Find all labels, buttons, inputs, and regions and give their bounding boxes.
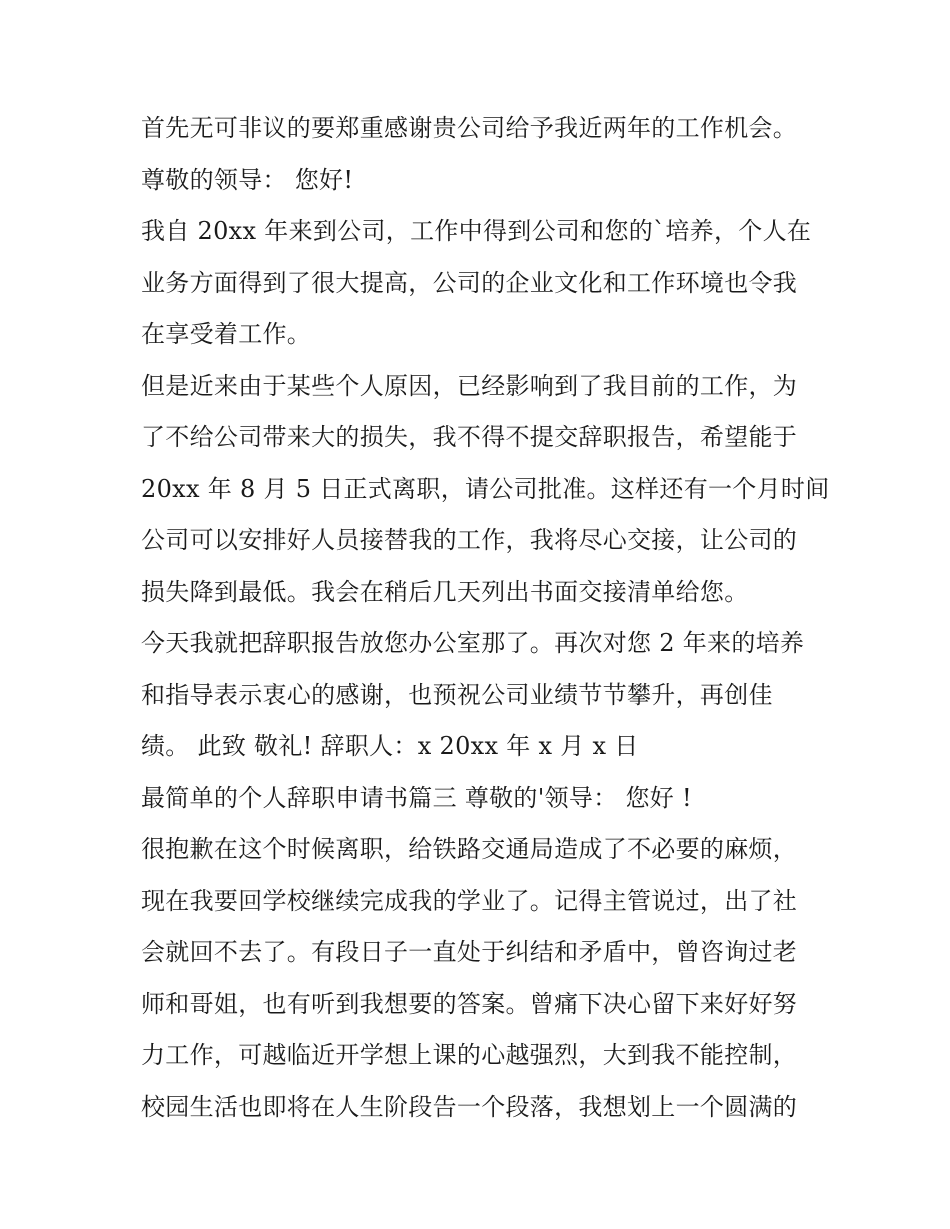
text-line: 会就回不去了。有段日子一直处于纠结和矛盾中，曾咨询过老 — [141, 938, 798, 966]
text-line: 今天我就把辞职报告放您办公室那了。再次对您 2 年来的培养 — [141, 629, 805, 657]
text-line: 我自 20xx 年来到公司，工作中得到公司和您的`培养，个人在 — [141, 217, 812, 245]
document-body — [141, 103, 830, 1133]
text-line: 很抱歉在这个时候离职，给铁路交通局造成了不必要的麻烦， — [141, 835, 798, 863]
text-line: 在享受着工作。 — [141, 320, 312, 348]
text-line: 首先无可非议的要郑重感谢贵公司给予我近两年的工作机会。 — [141, 114, 798, 142]
text-line: 但是近来由于某些个人原因，已经影响到了我目前的工作，为 — [141, 371, 798, 400]
text-line: 现在我要回学校继续完成我的学业了。记得主管说过，出了社 — [141, 886, 798, 915]
text-line: 尊敬的领导： 您好! — [141, 165, 354, 194]
text-line: 最简单的个人辞职申请书篇三 尊敬的'领导： 您好 ! — [141, 783, 692, 812]
text-line: 力工作，可越临近开学想上课的心越强烈，大到我不能控制， — [141, 1041, 798, 1069]
text-line: 损失降到最低。我会在稍后几天列出书面交接清单给您。 — [141, 577, 749, 606]
text-line: 20xx 年 8 月 5 日正式离职，请公司批准。这样还有一个月时间 — [141, 474, 830, 503]
text-line: 师和哥姐，也有听到我想要的答案。曾痛下决心留下来好好努 — [141, 989, 798, 1018]
text-line: 和指导表示衷心的感谢，也预祝公司业绩节节攀升，再创佳 — [141, 680, 773, 709]
text-line: 校园生活也即将在人生阶段告一个段落，我想划上一个圆满的 — [141, 1092, 798, 1121]
text-line: 了不给公司带来大的损失，我不得不提交辞职报告，希望能于 — [141, 423, 798, 451]
text-line: 业务方面得到了很大提高，公司的企业文化和工作环境也令我 — [141, 268, 798, 297]
text-line: 绩。 此致 敬礼! 辞职人：x 20xx 年 x 月 x 日 — [141, 732, 639, 760]
text-line: 公司可以安排好人员接替我的工作，我将尽心交接，让公司的 — [141, 526, 798, 554]
